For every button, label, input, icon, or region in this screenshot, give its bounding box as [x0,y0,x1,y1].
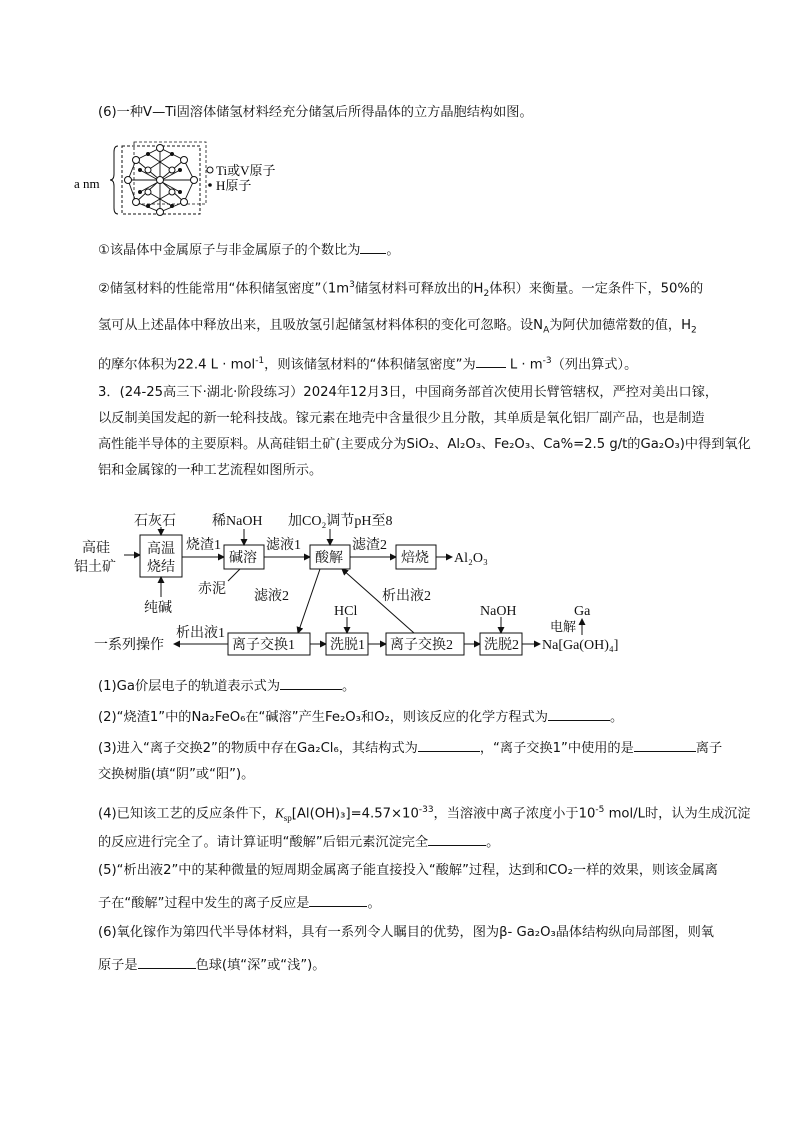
question-1: (1)Ga价层电子的轨道表示式为 。 [98,676,355,696]
flow-soda: 纯碱 [144,601,172,616]
box-elute2: 洗脱2 [484,638,519,653]
q6-item1: ①该晶体中金属原子与非金属原子的个数比为 。 [98,240,400,260]
question-6-line1: (6)氧化镓作为第四代半导体材料，具有一系列令人瞩目的优势，图为β- Ga₂O₃晶体结构纵向局部图，则氧 [98,925,714,940]
box-ion-exchange2: 离子交换2 [390,638,453,653]
question-5-line1: (5)“析出液2”中的某种微量的短周期金属离子能直接投入“酸解”过程，达到和CO₂一样的效果，则该金属离 [98,863,718,878]
question-3-line2: 交换树脂(填“阴”或“阳”)。 [98,767,255,782]
box-acid-hydrolysis: 酸解 [315,551,343,566]
q3-line2: 以反制美国发起的新一轮科技战。镓元素在地壳中含量很少且分散，其单质是氧化铝厂副产品，也是制造 [98,411,705,426]
flow-electrolysis: 电解 [550,619,577,634]
legend-h: H原子 [216,178,252,193]
box-sinter-1: 高温 [147,542,175,557]
flow-raw2: 铝土矿 [74,560,116,575]
flow-hcl: HCl [334,604,358,619]
flow-al2o3: Al₂O₃ [454,551,488,566]
flow-series-ops: 一系列操作 [94,638,164,653]
q6-item2-line2: 氢可从上述晶体中释放出来，且吸放氢引起储氢材料体积的变化可忽略。设$N_A$为阿伏加德常数的值，$H_2$ [98,318,697,336]
answer-blank[interactable] [360,240,386,254]
box-alkali-leach: 碱溶 [229,551,257,566]
flow-red-mud: 赤泥 [198,582,226,597]
flow-naoh: NaOH [480,604,517,619]
question-3-line1: (3)进入“离子交换2”的物质中存在Ga₂Cl₆，其结构式为 ，“离子交换1”中使用的是 离子 [98,738,722,758]
q3-line4: 铝和金属镓的一种工艺流程如图所示。 [98,463,323,478]
box-ion-exchange1: 离子交换1 [232,638,295,653]
flow-co2: 加CO₂调节pH至8 [288,514,393,529]
crystal-cell-figure [70,140,310,220]
box-elute1: 洗脱1 [330,638,365,653]
process-flow-diagram [74,505,640,665]
question-2: (2)“烧渣1”中的Na₂FeO₆在“碱溶”产生Fe₂O₃和O₂，则该反应的化学方程式为 。 [98,707,623,727]
answer-blank[interactable] [548,707,610,721]
flow-eluate1: 析出液1 [176,626,225,641]
q3-line3: 高性能半导体的主要原料。从高硅铝土矿(主要成分为SiO₂、Al₂O₃、Fe₂O₃、Ca%=2.5 g/t的Ga₂O₃)中得到氧化 [98,437,751,452]
flow-slag1: 烧渣1 [186,538,221,553]
flow-product: Na[Ga(OH)₄] [542,638,619,653]
question-4-line2: 的反应进行完全了。请计算证明“酸解”后铝元素沉淀完全 。 [98,832,499,852]
answer-blank[interactable] [476,354,506,368]
answer-blank[interactable] [428,832,486,846]
dim-label: a nm [74,176,100,191]
flow-eluate2: 析出液2 [382,589,431,604]
flow-ga: Ga [574,604,591,619]
q6-item2-line3: 的摩尔体积为22.4 L · mol$^{-1}$，则该储氢材料的“体积储氢密度”为 $L \cdot m^{-3}$（列出算式）。 [98,356,638,373]
answer-blank[interactable] [138,955,196,969]
answer-blank[interactable] [634,738,696,752]
question-4-line1: (4)已知该工艺的反应条件下，$K_{sp}[Al(OH)_3]=4.57\times 10^{-33}$，当溶液中离子浓度小于$10^{-5}$ mol/L时，认为生成沉淀 [98,805,751,824]
q3-line1: 3．(24-25高三下·湖北·阶段练习）2024年12月3日，中国商务部首次使用长臂管辖权，严控对美出口镓， [98,385,719,400]
flow-filtrate2: 滤液2 [254,589,289,604]
q6-item2-line1: ②储氢材料的性能常用“体积储氢密度$”(1m^3$储氢材料可释放出的$H_2$体积）来衡量。一定条件下，50%的 [98,280,704,300]
flow-limestone: 石灰石 [134,514,176,529]
answer-blank[interactable] [309,893,367,907]
question-6-line2: 原子是 色球(填“深”或“浅”)。 [98,955,326,975]
answer-blank[interactable] [280,676,342,690]
legend-ti-v: Ti或V原子 [216,163,276,178]
q6-intro: (6)一种V—Ti固溶体储氢材料经充分储氢后所得晶体的立方晶胞结构如图。 [98,105,533,120]
box-sinter-2: 烧结 [147,560,175,575]
flow-slag2: 滤渣2 [352,538,387,553]
answer-blank[interactable] [418,738,480,752]
flow-filtrate1: 滤液1 [266,538,301,553]
flow-raw: 高硅 [82,541,110,556]
flow-naoh-dilute: 稀NaOH [212,514,263,529]
box-roasting: 焙烧 [401,551,429,566]
question-5-line2: 子在“酸解”过程中发生的离子反应是 。 [98,893,381,913]
